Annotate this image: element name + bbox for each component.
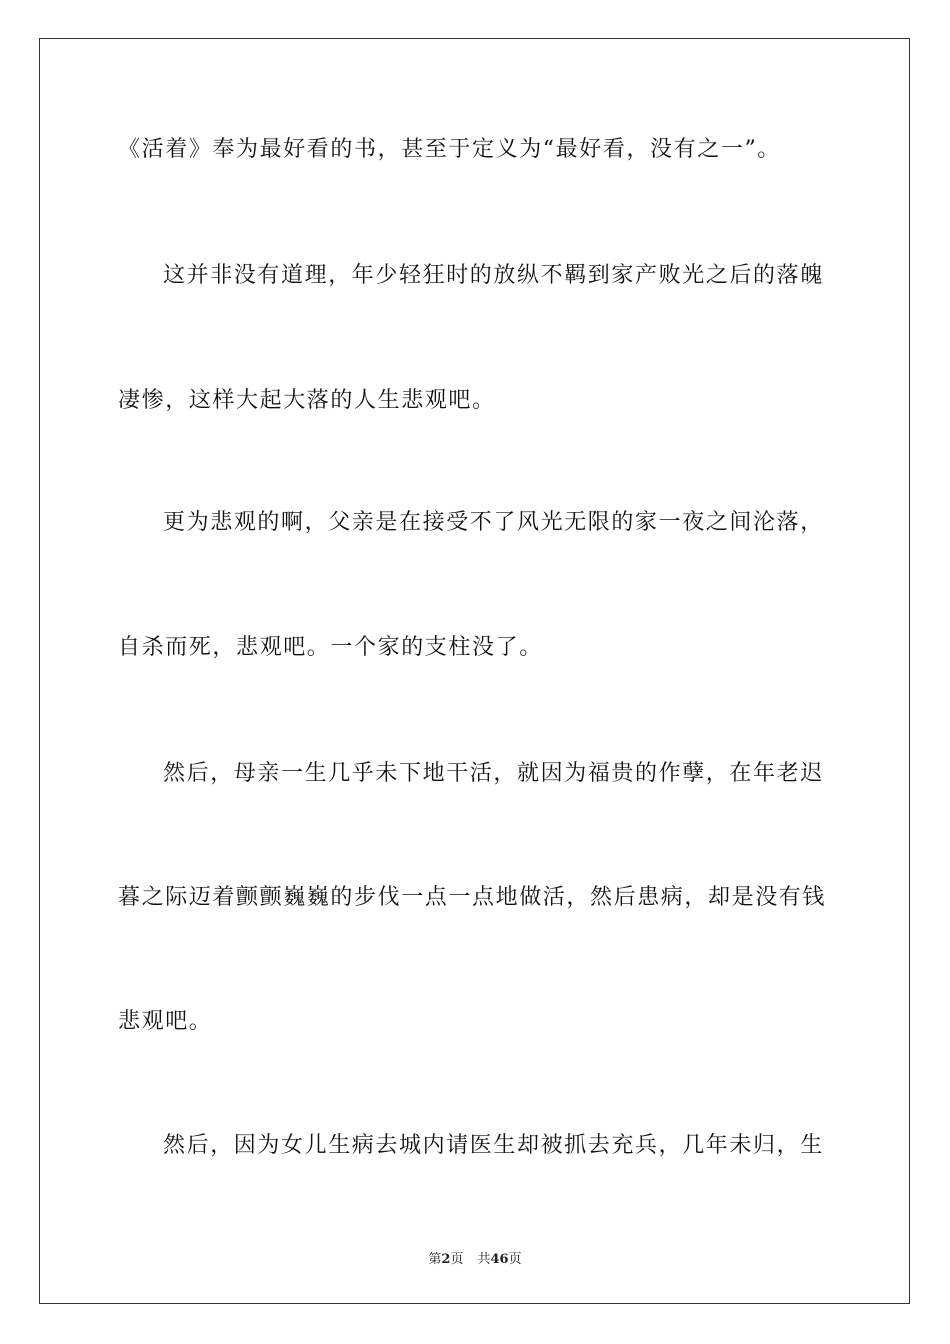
page-suffix: 页 xyxy=(450,1252,464,1267)
page-prefix: 第 xyxy=(428,1252,442,1267)
page-frame xyxy=(39,38,910,1304)
page-number: 2 xyxy=(441,1252,451,1267)
total-suffix: 页 xyxy=(508,1252,522,1267)
text-line-9: 然后，因为女儿生病去城内请医生却被抓去充兵，几年未归，生 xyxy=(163,1133,824,1158)
text-line-3: 凄惨，这样大起大落的人生悲观吧。 xyxy=(118,388,496,413)
text-line-7: 暮之际迈着颤颤巍巍的步伐一点一点地做活，然后患病，却是没有钱 xyxy=(118,885,827,910)
text-line-6: 然后，母亲一生几乎未下地干活，就因为福贵的作孽，在年老迟 xyxy=(163,761,824,786)
text-line-5: 自杀而死，悲观吧。一个家的支柱没了。 xyxy=(118,635,543,660)
text-line-8: 悲观吧。 xyxy=(118,1009,213,1034)
page-footer xyxy=(0,1248,950,1267)
text-line-1: 《活着》奉为最好看的书，甚至于定义为“最好看，没有之一”。 xyxy=(118,137,781,162)
text-line-4: 更为悲观的啊，父亲是在接受不了风光无限的家一夜之间沦落， xyxy=(163,510,824,535)
total-prefix: 共 xyxy=(477,1252,491,1267)
total-pages: 46 xyxy=(490,1252,509,1267)
text-line-2: 这并非没有道理，年少轻狂时的放纵不羁到家产败光之后的落魄 xyxy=(163,263,824,288)
